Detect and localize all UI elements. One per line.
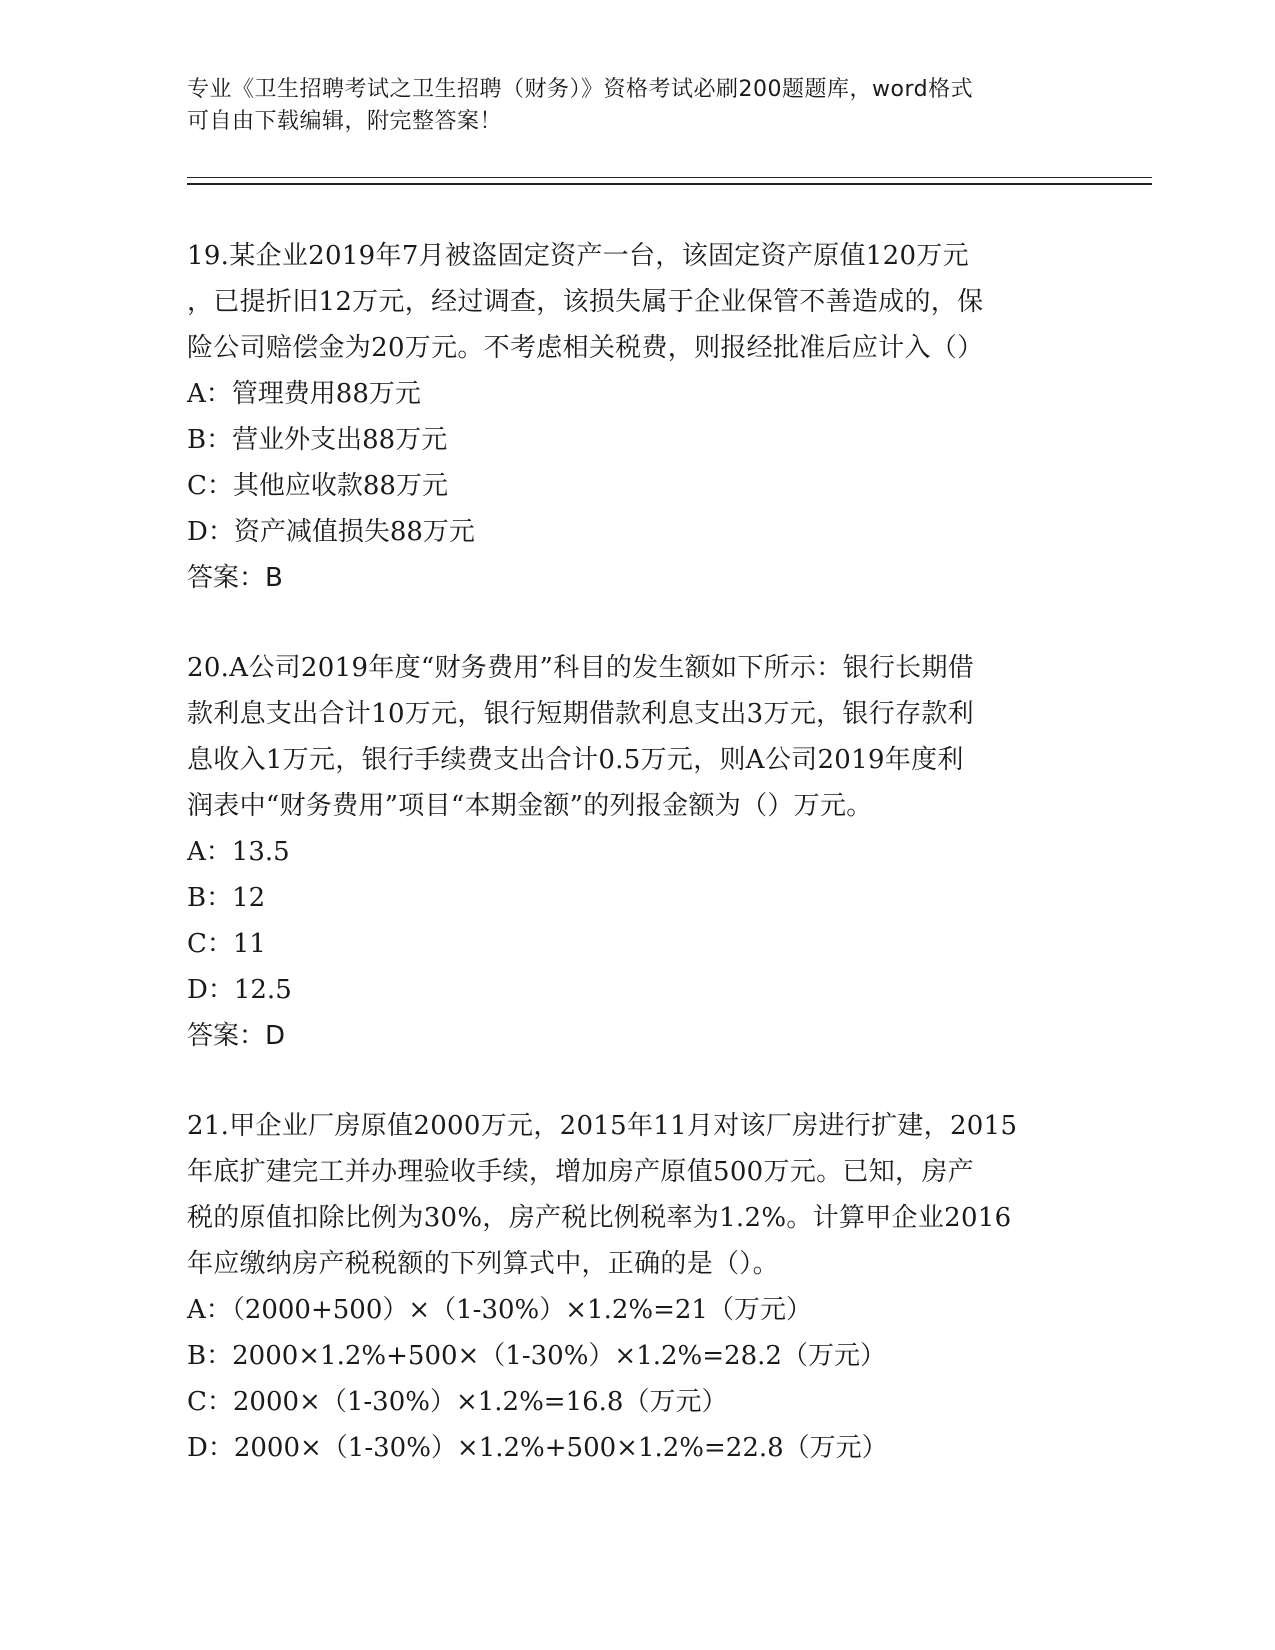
header-divider-thick (187, 183, 1152, 185)
option-c: C：11 (187, 929, 266, 959)
option-b: B：营业外支出88万元 (187, 425, 448, 455)
option-c: C：其他应收款88万元 (187, 471, 448, 501)
question-text-line: 20.A公司2019年度“财务费用”科目的发生额如下所示：银行长期借 (187, 653, 975, 683)
option-b: B：12 (187, 883, 266, 913)
header-line-1: 专业《卫生招聘考试之卫生招聘（财务）》资格考试必刷200题题库，word格式 (187, 77, 974, 102)
question-text-line: 21.甲企业厂房原值2000万元，2015年11月对该厂房进行扩建，2015 (187, 1111, 1018, 1141)
question-text-line: 息收入1万元，银行手续费支出合计0.5万元，则A公司2019年度利 (187, 745, 964, 775)
question-text-line: 税的原值扣除比例为30%，房产税比例税率为1.2%。计算甲企业2016 (187, 1203, 1012, 1233)
option-a: A：（2000+500）×（1-30%）×1.2%=21（万元） (187, 1295, 812, 1325)
option-b: B：2000×1.2%+500×（1-30%）×1.2%=28.2（万元） (187, 1341, 886, 1371)
question-19 (187, 233, 1087, 601)
question-text-line: 润表中“财务费用”项目“本期金额”的列报金额为（）万元。 (187, 791, 873, 821)
option-c: C：2000×（1-30%）×1.2%=16.8（万元） (187, 1387, 728, 1417)
question-20 (187, 645, 1087, 1059)
answer-label: 答案：D (187, 1021, 286, 1051)
header-line-2: 可自由下载编辑，附完整答案！ (187, 109, 503, 134)
option-d: D：资产减值损失88万元 (187, 517, 475, 547)
option-a: A：13.5 (187, 837, 290, 867)
question-text-line: 年应缴纳房产税税额的下列算式中，正确的是（）。 (187, 1249, 779, 1279)
header-divider-thin (187, 177, 1152, 178)
question-text-line: 险公司赔偿金为20万元。不考虑相关税费，则报经批准后应计入（） (187, 333, 984, 363)
question-text-line: 年底扩建完工并办理验收手续，增加房产原值500万元。已知，房产 (187, 1157, 974, 1187)
question-text-line: 款利息支出合计10万元，银行短期借款利息支出3万元，银行存款利 (187, 699, 974, 729)
question-text-line: 19.某企业2019年7月被盗固定资产一台，该固定资产原值120万元 (187, 241, 969, 271)
option-a: A：管理费用88万元 (187, 379, 421, 409)
question-21 (187, 1103, 1087, 1471)
document-header (187, 74, 1087, 138)
question-text-line: ，已提折旧12万元，经过调查，该损失属于企业保管不善造成的，保 (187, 287, 984, 317)
option-d: D：12.5 (187, 975, 292, 1005)
option-d: D：2000×（1-30%）×1.2%+500×1.2%=22.8（万元） (187, 1433, 888, 1463)
answer-label: 答案：B (187, 563, 283, 593)
